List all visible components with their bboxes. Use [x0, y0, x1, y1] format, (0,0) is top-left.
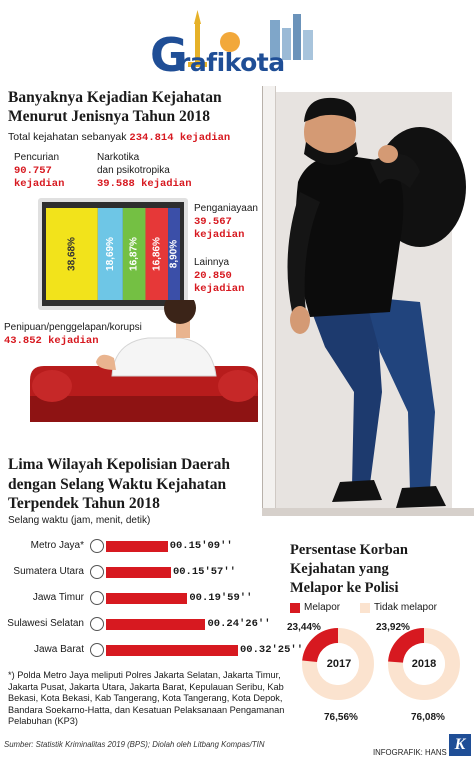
value-penganiayaan: 39.567	[194, 216, 232, 228]
section1-title-line1: Banyaknya Kejadian Kejahatan	[8, 89, 222, 106]
thief-illustration	[270, 92, 474, 512]
interval-unit-label: Selang waktu	[8, 515, 69, 526]
region-bar-jawa-barat	[106, 645, 238, 656]
tv-bar-label-narkotika: 16,87%	[128, 237, 140, 271]
total-value: 234.814 kejadian	[129, 132, 231, 144]
interval-unit-detail: (jam, menit, detik)	[70, 515, 151, 526]
source-note: Sumber: Statistik Kriminalitas 2019 (BPS); Diolah oleh Litbang Kompas/TIN	[4, 740, 265, 749]
label-pencurian: Pencurian	[14, 152, 60, 163]
clock-icon	[90, 643, 104, 657]
tv-bar-label-lainnya: 8,90%	[168, 239, 180, 269]
donut-2018-report: 23,92%	[376, 622, 410, 633]
clock-icon	[90, 539, 104, 553]
region-name-metro-jaya: Metro Jaya*	[30, 540, 84, 551]
section2-title-line2: dengan Selang Waktu Kejahatan	[8, 475, 227, 493]
region-bar-metro-jaya	[106, 541, 168, 552]
legend-report-label: Melapor	[304, 602, 341, 613]
label-narkotika: Narkotika	[97, 152, 140, 163]
section2-title	[8, 455, 278, 514]
label-penganiayaan: Penganiayaan	[194, 203, 258, 214]
label-penipuan: Penipuan/penggelapan/korupsi	[4, 322, 142, 333]
section2-title-line1: Lima Wilayah Kepolisian Daerah	[8, 456, 231, 473]
unit-penganiayaan: kejadian	[194, 229, 245, 241]
value-lainnya: 20.850	[194, 270, 232, 282]
section1-title	[8, 88, 258, 126]
tv-bar-label-penganiayaan: 16,86%	[151, 237, 163, 271]
donut-2017-report: 23,44%	[287, 622, 321, 633]
label-narkotika-2: dan psikotropika	[97, 165, 170, 176]
legend-noreport-label: Tidak melapor	[374, 602, 437, 613]
section3-title-line3: Melapor ke Polisi	[290, 580, 399, 596]
value-narkotika: 39.588 kejadian	[97, 178, 192, 190]
unit-lainnya: kejadian	[194, 283, 245, 295]
total-label: Total kejahatan sebanyak	[8, 131, 127, 143]
region-name-jawa-timur: Jawa Timur	[32, 592, 84, 603]
legend-swatch-noreport	[360, 603, 370, 613]
region-name-sulawesi-selatan: Sulawesi Selatan	[7, 618, 84, 629]
tv-bar-label-pencurian: 38,68%	[66, 237, 78, 271]
clock-icon	[90, 591, 104, 605]
clock-icon	[90, 617, 104, 631]
kompas-logo: K	[449, 734, 471, 756]
tv-chart	[38, 198, 188, 310]
section1-title-line2: Menurut Jenisnya Tahun 2018	[8, 108, 210, 125]
region-time-sumatera-utara: 00.15'57''	[172, 566, 236, 578]
viewer-illustration	[30, 300, 270, 430]
section3-title-line1: Persentase Korban	[290, 542, 408, 558]
region-time-jawa-barat: 00.32'25''	[240, 644, 304, 656]
total-crime	[8, 131, 230, 144]
legend-swatch-report	[290, 603, 300, 613]
region-bar-jawa-timur	[106, 593, 187, 604]
label-lainnya: Lainnya	[194, 257, 230, 268]
logo-wordmark: rafikota	[178, 48, 285, 77]
footnote: *) Polda Metro Jaya meliputi Polres Jakarta Selatan, Jakarta Timur, Jakarta Pusat, Jakarta Utara, Jakarta Barat, Kepulauan Seribu, Kab Bekasi, Kota Bekasi, Kab Tangerang, Kota Tangerang, Kota Depok, Bandara Soekarno-Hatta, dan Kesatuan Pelaksanaan Pengamanan Pelabuhan (KP3)	[8, 670, 285, 727]
donut-2017-year: 2017	[326, 658, 352, 670]
value-pencurian: 90.757	[14, 165, 52, 177]
donut-2017-noreport: 76,56%	[324, 712, 358, 723]
infographic-credit: INFOGRAFIK: HANS	[373, 748, 447, 757]
section3-title	[290, 541, 470, 598]
donut-2018-year: 2018	[411, 658, 437, 670]
interval-unit	[8, 515, 150, 526]
section3-title-line2: Kejahatan yang	[290, 561, 389, 577]
tv-bar-label-penipuan: 18,69%	[104, 237, 116, 271]
region-name-sumatera-utara: Sumatera Utara	[13, 566, 84, 577]
unit-pencurian: kejadian	[14, 178, 65, 190]
region-name-jawa-barat: Jawa Barat	[33, 644, 84, 655]
clock-icon	[90, 565, 104, 579]
donut-2018-noreport: 76,08%	[411, 712, 445, 723]
region-bar-sumatera-utara	[106, 567, 171, 578]
region-time-sulawesi-selatan: 00.24'26''	[207, 618, 271, 630]
value-penipuan: 43.852 kejadian	[4, 335, 99, 347]
section2-title-line3: Terpendek Tahun 2018	[8, 495, 160, 512]
logo-g: G	[150, 28, 188, 82]
region-bar-sulawesi-selatan	[106, 619, 205, 630]
region-time-metro-jaya: 00.15'09''	[169, 540, 233, 552]
region-time-jawa-timur: 00.19'59''	[189, 592, 253, 604]
